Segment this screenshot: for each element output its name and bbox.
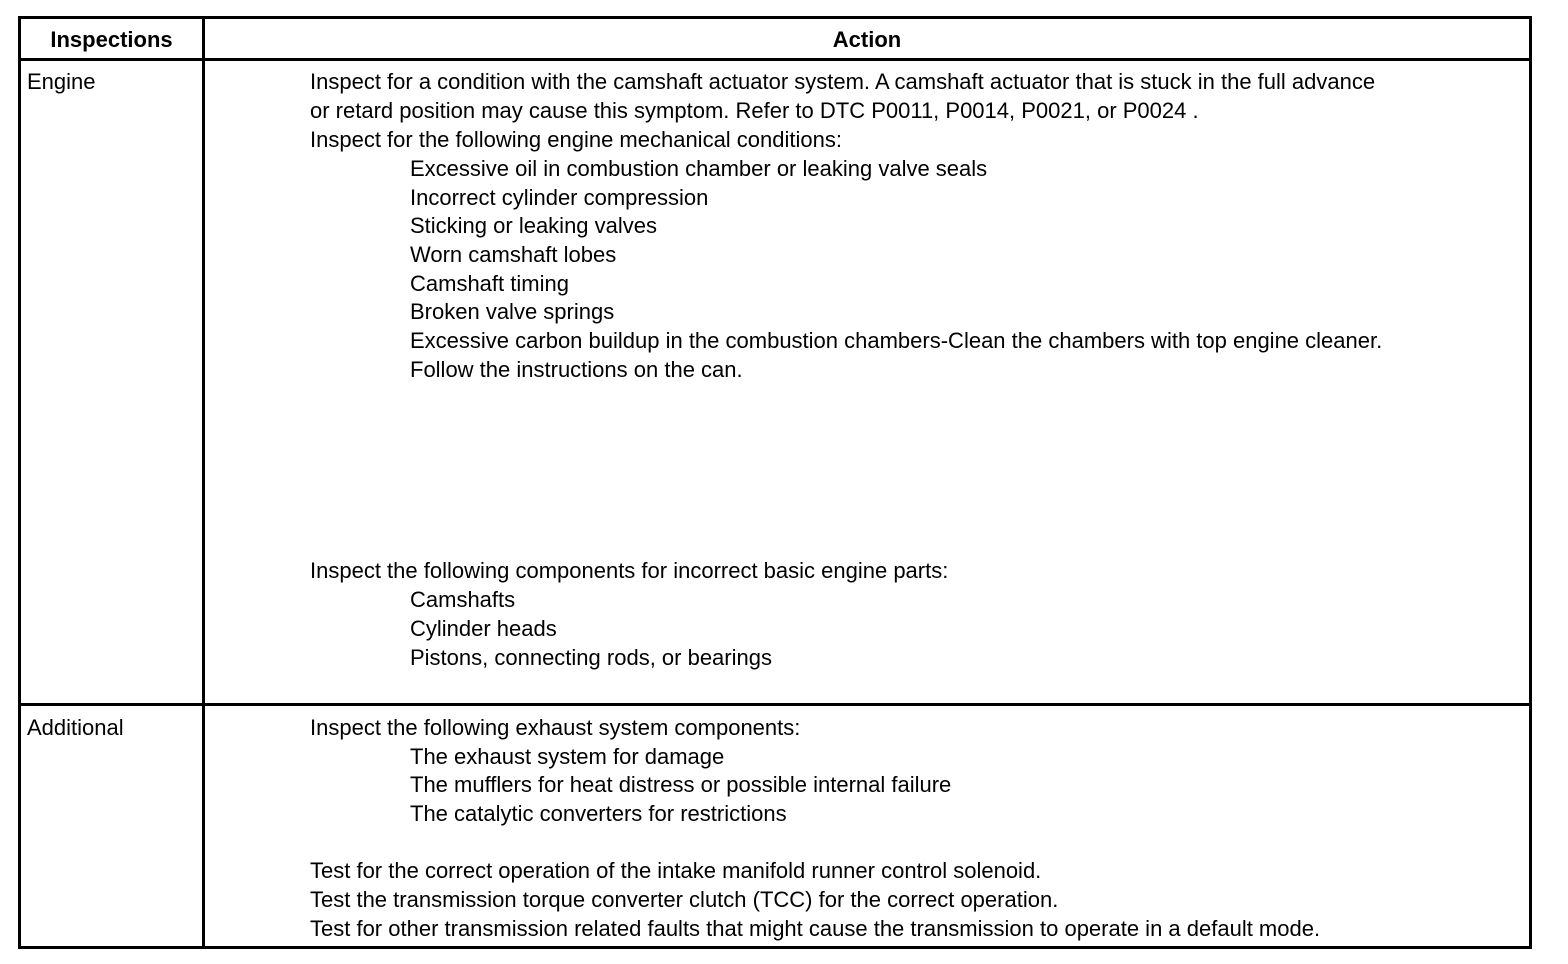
action-line: Inspect the following exhaust system components:	[310, 715, 801, 740]
inspection-table	[18, 16, 1532, 949]
action-subitem: Incorrect cylinder compression	[410, 185, 709, 210]
action-subitem: Broken valve springs	[410, 299, 615, 324]
action-subitem: Follow the instructions on the can.	[410, 357, 743, 382]
row-divider	[21, 703, 1529, 706]
action-subitem: Pistons, connecting rods, or bearings	[410, 645, 772, 670]
action-subitem: Cylinder heads	[410, 616, 557, 641]
action-subitem: Excessive carbon buildup in the combustion chambers-Clean the chambers with top engine cleaner.	[410, 328, 1383, 353]
action-subitem: Excessive oil in combustion chamber or leaking valve seals	[410, 156, 988, 181]
action-subitem: The catalytic converters for restrictions	[410, 801, 787, 826]
action-line: or retard position may cause this symptom. Refer to DTC P0011, P0014, P0021, or P0024 .	[310, 98, 1199, 123]
action-subitem: Worn camshaft lobes	[410, 242, 617, 267]
action-line: Inspect for a condition with the camshaft actuator system. A camshaft actuator that is stuck in the full advance	[310, 69, 1376, 94]
action-line: Test the transmission torque converter clutch (TCC) for the correct operation.	[310, 887, 1059, 912]
action-line: Test for the correct operation of the intake manifold runner control solenoid.	[310, 858, 1042, 883]
header-action: Action	[832, 27, 902, 52]
action-subitem: Camshafts	[410, 587, 516, 612]
action-subitem: The exhaust system for damage	[410, 744, 725, 769]
action-line: Inspect for the following engine mechanical conditions:	[310, 127, 842, 152]
action-subitem: The mufflers for heat distress or possible internal failure	[410, 772, 952, 797]
action-line: Test for other transmission related faults that might cause the transmission to operate in a default mode.	[310, 916, 1321, 941]
column-divider	[202, 19, 205, 946]
action-subitem: Sticking or leaking valves	[410, 213, 658, 238]
row-label-additional: Additional	[27, 715, 124, 740]
header-inspections: Inspections	[50, 27, 173, 52]
action-line: Inspect the following components for incorrect basic engine parts:	[310, 558, 949, 583]
row-label-engine: Engine	[27, 69, 96, 94]
action-subitem: Camshaft timing	[410, 271, 569, 296]
